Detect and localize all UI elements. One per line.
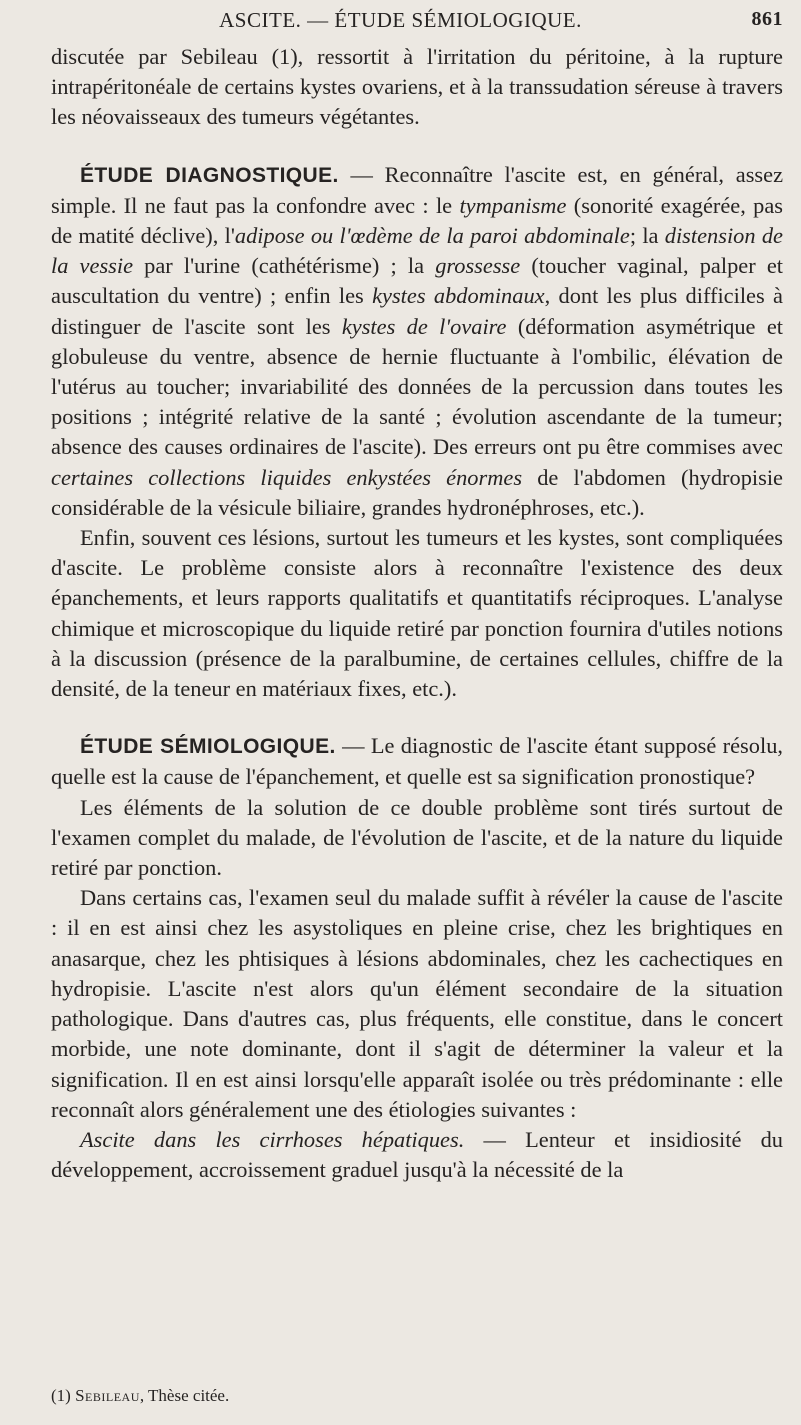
italic-term: adipose ou l'œdème de la paroi abdominale — [234, 223, 630, 249]
section-heading-diagnostique: ÉTUDE DIAGNOSTIQUE. — [80, 163, 339, 187]
paragraph-etude-semiologique — [51, 731, 783, 792]
paragraph-cirrhoses — [51, 1125, 783, 1185]
italic-term: certaines collections liquides enkystées énormes — [51, 464, 523, 490]
paragraph-text: Dans certains cas, l'examen seul du malade suffit à révéler la cause de l'ascite : il en est ainsi chez les asystoliques en pleine crise, chez les brightiques en anasarque, chez les phtisiques à lésions abdominales, chez les cachectiques en hydropisie. L'ascite n'est alors qu'un élément secondaire de la situation pathologique. Dans d'autres cas, plus fréquents, elle constitue, dans le concert morbide, une note dominante, dont il s'agit de déterminer la valeur et la signification. Il en est ainsi lorsqu'elle apparaît isolée ou très prédominante : elle reconnaît alors généralement une des étiologies suivantes : — [51, 885, 783, 1122]
paragraph-text: (déformation asymétrique et globuleuse du ventre, absence de hernie fluctuante à l'ombilic, élévation de l'utérus au toucher; invariabilité des données de la percussion dans toutes les positions ; intégrité relative de la santé ; évolution ascendante de la tumeur; absence des causes ordinaires de l'ascite). Des erreurs ont pu être commises avec — [51, 313, 783, 460]
footnote-text: , Thèse citée. — [139, 1386, 230, 1405]
footnote-author: Sebileau — [75, 1386, 140, 1405]
paragraph-complications — [51, 523, 783, 704]
paragraph-text: — Lenteur et insidiosité du développement, accroissement graduel jusqu'à la nécessité de la — [51, 1126, 783, 1183]
paragraph-elements — [51, 793, 783, 884]
paragraph-text: par l'urine (cathétérisme) ; la — [133, 253, 436, 279]
page-header — [0, 8, 801, 38]
italic-term: tympanisme — [459, 192, 567, 218]
italic-term: kystes abdominaux — [372, 283, 545, 309]
paragraph-etude-diagnostique — [51, 160, 783, 523]
italic-term: grossesse — [435, 253, 521, 279]
italic-term: kystes de l'ovaire — [341, 313, 507, 339]
footnote — [51, 1385, 783, 1407]
paragraph-text: de l'abdomen (hydropisie considérable de la vésicule biliaire, grandes hydronéphroses, etc.). — [51, 464, 783, 520]
page-number: 861 — [751, 8, 783, 30]
running-title: ASCITE. — ÉTUDE SÉMIOLOGIQUE. — [219, 8, 582, 32]
footnote-marker: (1) — [51, 1386, 76, 1405]
paragraph-text: — Reconnaître l'ascite est, en général, assez simple. Il ne faut pas la confondre avec : le — [51, 161, 784, 218]
paragraph-text: ; la — [629, 223, 665, 249]
section-heading-semiologique: ÉTUDE SÉMIOLOGIQUE. — [80, 735, 336, 759]
italic-term: distension de la vessie — [51, 223, 783, 279]
paragraph-text: — Le diagnostic de l'ascite étant supposé résolu, quelle est la cause de l'épanchement, et quelle est sa signification pronostique? — [51, 733, 783, 790]
paragraph-text: , dont les plus difficiles à distinguer de l'ascite sont les — [51, 283, 783, 339]
paragraph-text: (sonorité exagérée, pas de matité déclive), l' — [51, 192, 784, 249]
body-text — [51, 42, 783, 1185]
paragraph-continuation — [51, 42, 783, 133]
paragraph-text: Les éléments de la solution de ce double problème sont tirés surtout de l'examen complet du malade, de l'évolution de l'ascite, et de la nature du liquide retiré par ponction. — [51, 794, 783, 881]
paragraph-text: discutée par Sebileau (1), ressortit à l'irritation du péritoine, à la rupture intrapéritonéale de certains kystes ovariens, et à la transsudation séreuse à travers les néovaisseaux des tumeurs végétantes. — [51, 44, 783, 130]
italic-subheading: Ascite dans les cirrhoses hépatiques. — [80, 1126, 465, 1152]
paragraph-text: Enfin, souvent ces lésions, surtout les tumeurs et les kystes, sont compliquées d'ascite. Le problème consiste alors à reconnaître l'existence des deux épanchements, et leurs rapports qualitatifs et quantitatifs réciproques. L'analyse chimique et microscopique du liquide retiré par ponction fournira d'utiles notions à la discussion (présence de la paralbumine, de certaines cellules, chiffre de la densité, de la teneur en matériaux fixes, etc.). — [51, 525, 783, 702]
paragraph-text: (toucher vaginal, palper et auscultation du ventre) ; enfin les — [51, 253, 783, 309]
paragraph-examen — [51, 883, 783, 1125]
